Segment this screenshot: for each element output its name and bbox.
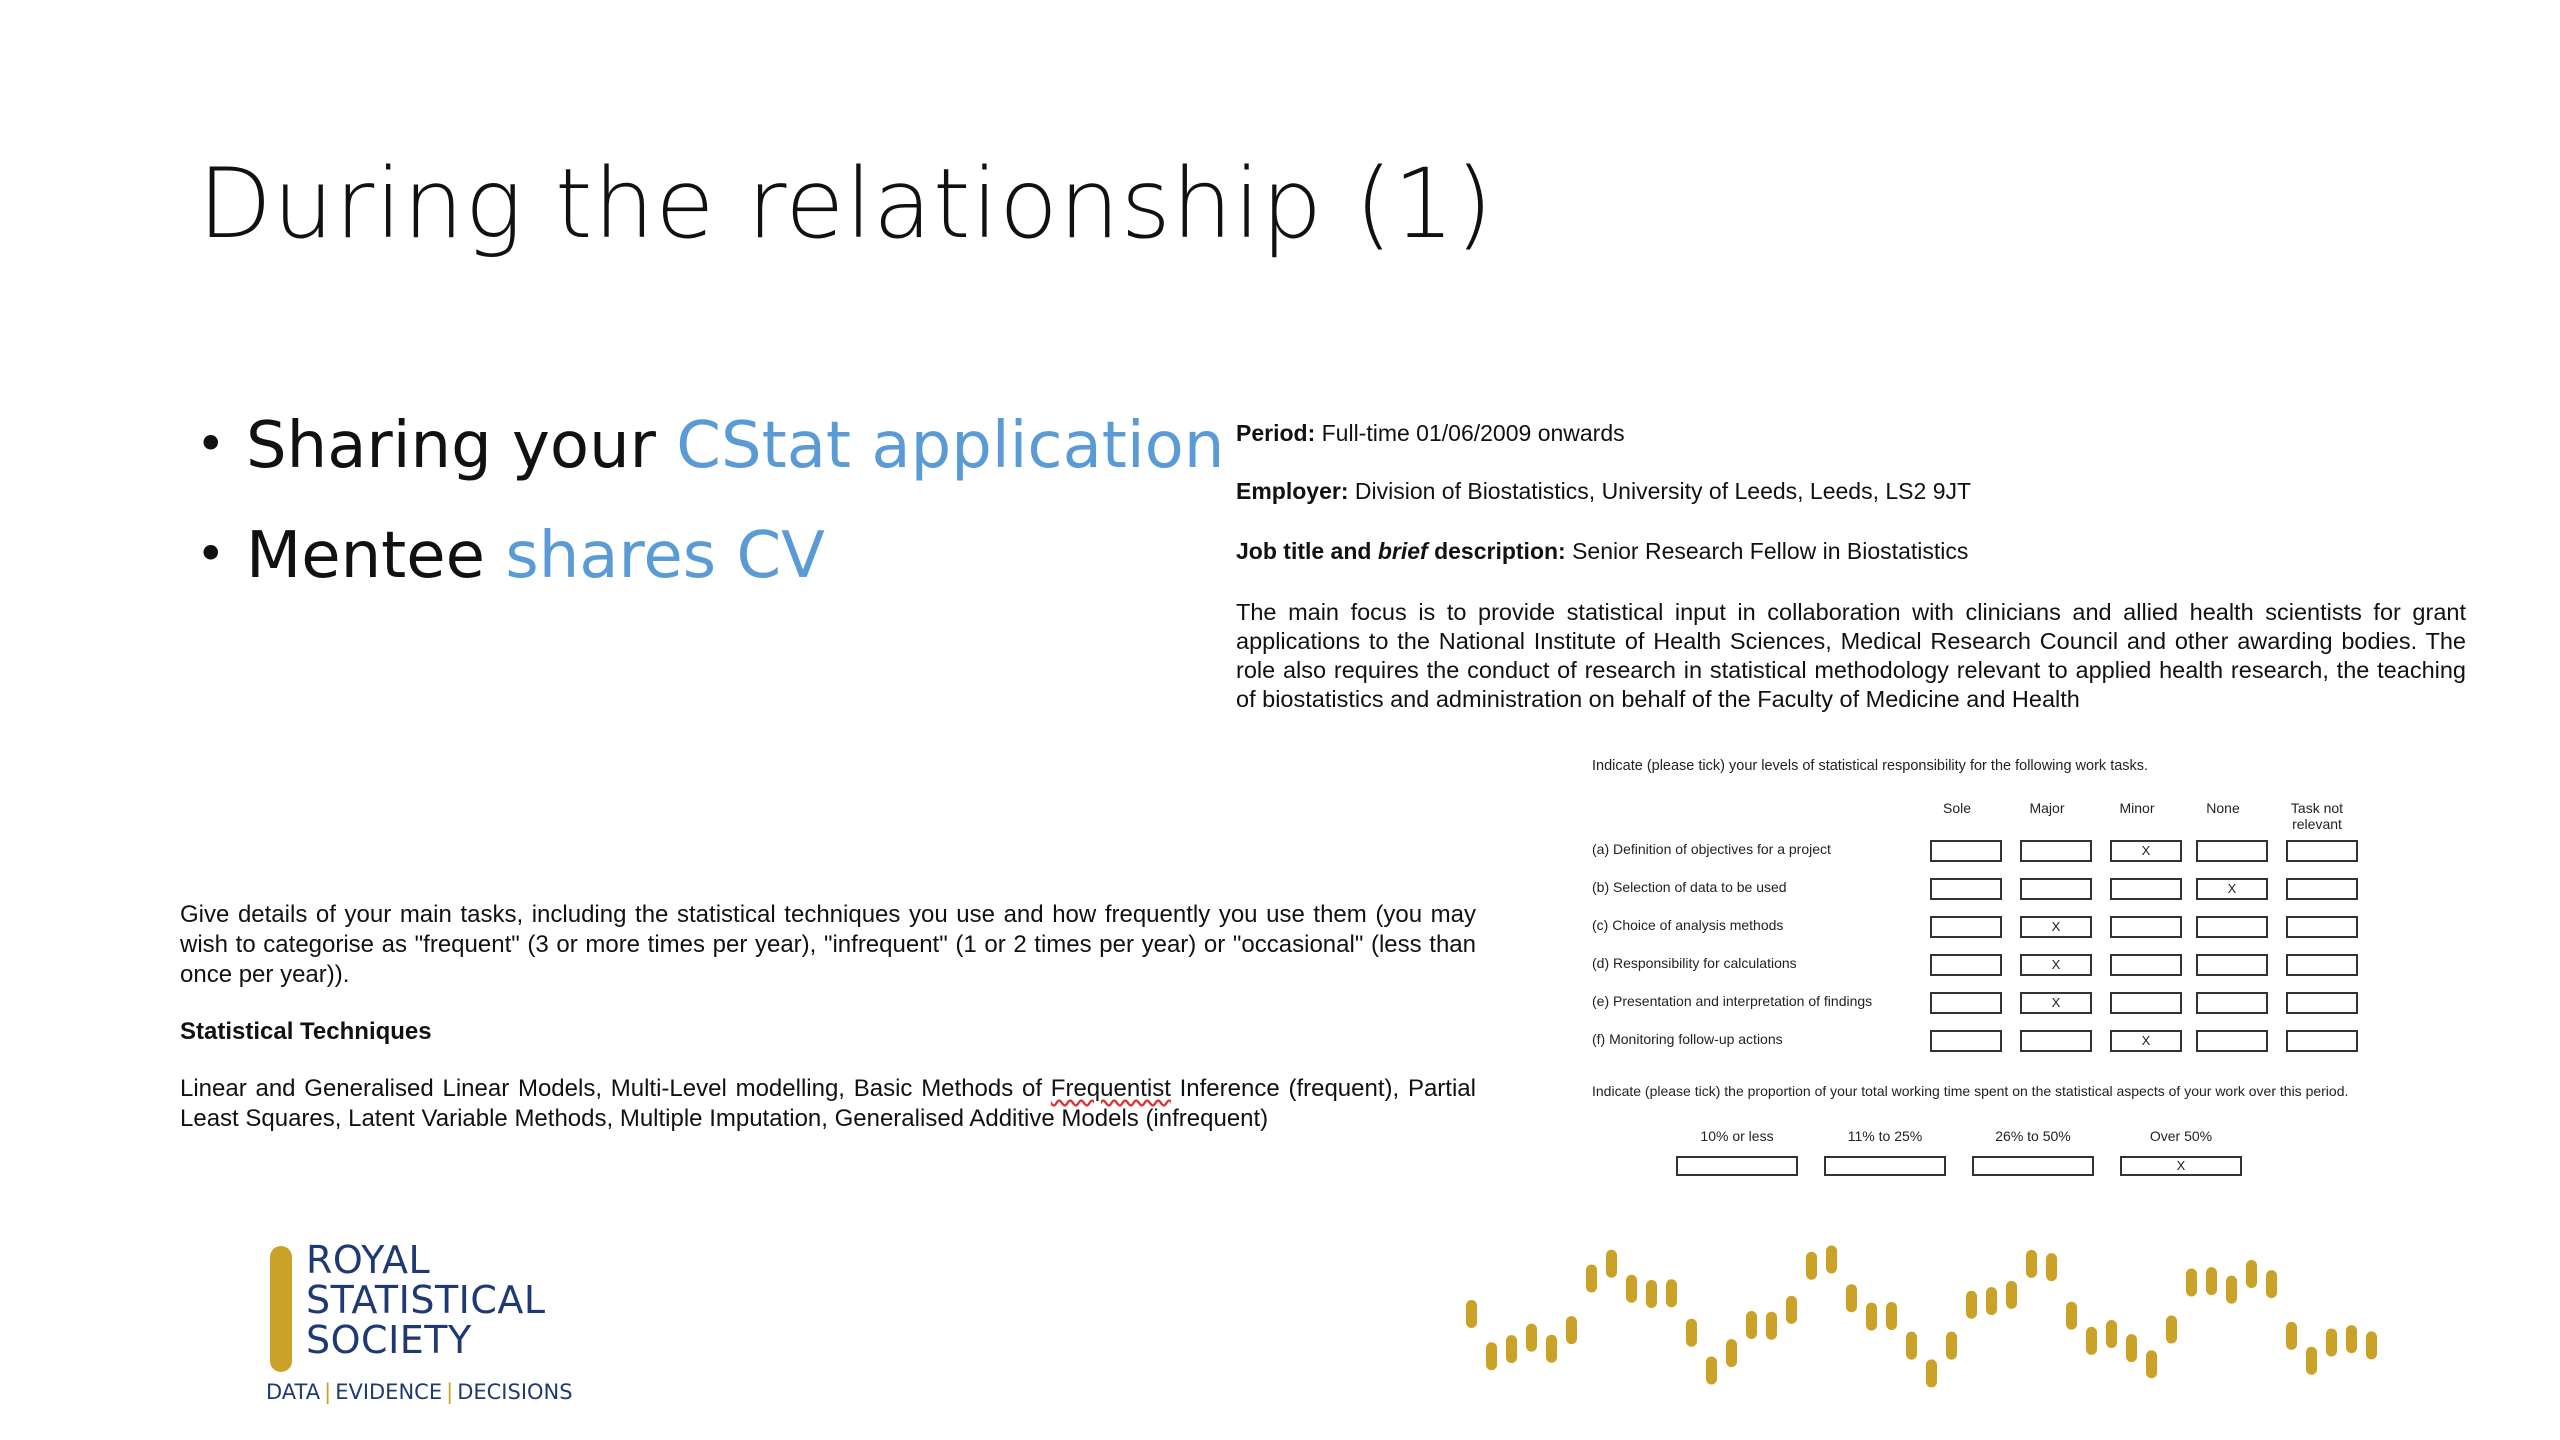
cv-job-label-end: description: — [1427, 538, 1566, 564]
proportion-label: 10% or less — [1700, 1128, 1774, 1144]
tick-box: X — [2110, 1030, 2182, 1052]
tasks-heading: Statistical Techniques — [180, 1018, 432, 1045]
logo-tag: EVIDENCE — [335, 1380, 443, 1404]
tick-box — [1930, 1030, 2002, 1052]
pattern-dot — [1726, 1339, 1737, 1367]
pattern-dot — [2366, 1331, 2377, 1359]
cv-job — [1236, 538, 1968, 565]
form-row-label: (f) Monitoring follow-up actions — [1592, 1031, 1783, 1047]
tick-box — [2286, 916, 2358, 938]
column-header: Task not relevant — [2290, 800, 2344, 832]
bullet-item — [196, 390, 1224, 500]
tick-box — [2196, 992, 2268, 1014]
tasks-intro: Give details of your main tasks, including the statistical techniques you use and how frequently you use them (you may wish to categorise as "frequent" (3 or more times per year), "infrequent" (1 or 2 times per year) or "occasional" (less than once per year)). — [180, 901, 1476, 988]
tick-box — [1930, 954, 2002, 976]
proportion-box — [1972, 1156, 2094, 1176]
pattern-dot — [2026, 1250, 2037, 1278]
cv-job-label: Job title and — [1236, 538, 1378, 564]
proportion-label: Over 50% — [2149, 1128, 2213, 1144]
tick-box: X — [2020, 916, 2092, 938]
cv-employer-value: Division of Biostatistics, University of Leeds, Leeds, LS2 9JT — [1354, 478, 1972, 504]
tick-box: X — [2110, 840, 2182, 862]
proportion-box — [1824, 1156, 1946, 1176]
pattern-dot — [1486, 1342, 1497, 1370]
pattern-dot — [1826, 1245, 1837, 1273]
logo-tag-separator: | — [446, 1380, 454, 1404]
bullet-text: Sharing your — [246, 409, 677, 483]
pattern-dot — [2066, 1302, 2077, 1330]
pattern-dot — [1546, 1335, 1557, 1363]
pattern-dot — [2226, 1276, 2237, 1304]
column-header: Sole — [1942, 800, 1972, 816]
tick-box: X — [2020, 954, 2092, 976]
form-row-label: (a) Definition of objectives for a project — [1592, 841, 1831, 857]
tick-box — [2020, 840, 2092, 862]
tick-box — [2110, 878, 2182, 900]
tick-box — [2286, 954, 2358, 976]
cv-description: The main focus is to provide statistical input in collaboration with clinicians and allied health scientists for grant applications to the National Institute of Health Sciences, Medical Research Council and other awarding bodies. The role also requires the conduct of research in statistical methodology relevant to applied health research, the teaching of biostatistics and administration on behalf of the Faculty of Medicine and Health — [1236, 599, 2466, 712]
bullet-list — [196, 390, 1224, 610]
tick-box — [1930, 878, 2002, 900]
pattern-dot — [1686, 1319, 1697, 1347]
pattern-dot — [2206, 1267, 2217, 1295]
logo-tag-separator: | — [324, 1380, 332, 1404]
form-row-label: (d) Responsibility for calculations — [1592, 955, 1797, 971]
pattern-dot — [1626, 1275, 1637, 1303]
logo-word: ROYAL — [306, 1238, 431, 1282]
pattern-dot — [2106, 1320, 2117, 1348]
tick-box — [2110, 992, 2182, 1014]
pattern-dot — [2286, 1322, 2297, 1350]
cv-employer-label: Employer: — [1236, 478, 1349, 504]
pattern-dot — [1706, 1356, 1717, 1384]
tick-box — [2286, 1030, 2358, 1052]
form-row-label: (c) Choice of analysis methods — [1592, 917, 1784, 933]
form-instruction-2: Indicate (please tick) the proportion of your total working time spent on the statistical aspects of your work over this period. — [1592, 1083, 2349, 1099]
pattern-dot — [1646, 1280, 1657, 1308]
column-header: Major — [2029, 800, 2065, 816]
tick-box — [1930, 916, 2002, 938]
pattern-dot — [1586, 1264, 1597, 1292]
pattern-dot — [1846, 1284, 1857, 1312]
pattern-dot — [2326, 1329, 2337, 1357]
form-row-label: (b) Selection of data to be used — [1592, 879, 1787, 895]
tick-box — [2286, 992, 2358, 1014]
tick-box — [2110, 916, 2182, 938]
cv-job-label-italic: brief — [1377, 538, 1428, 564]
logo-tagline — [266, 1380, 573, 1404]
tick-box: X — [2196, 878, 2268, 900]
cv-employer — [1236, 478, 1971, 505]
tick-box — [2196, 840, 2268, 862]
tick-box — [2110, 954, 2182, 976]
tick-box — [2196, 1030, 2268, 1052]
pattern-dot — [1966, 1291, 1977, 1319]
pattern-dot — [1786, 1296, 1797, 1324]
logo-tag: DECISIONS — [457, 1380, 573, 1404]
pattern-dot — [2186, 1268, 2197, 1296]
pattern-dot — [1946, 1332, 1957, 1360]
tasks-excerpt — [180, 900, 1476, 1168]
pattern-dot — [2006, 1281, 2017, 1309]
logo-tag: DATA — [266, 1380, 321, 1404]
cv-job-value: Senior Research Fellow in Biostatistics — [1572, 538, 1969, 564]
pattern-dot — [2246, 1260, 2257, 1288]
pattern-dot — [1926, 1359, 1937, 1387]
cv-period-value: Full-time 01/06/2009 onwards — [1321, 420, 1625, 446]
pattern-dot — [1506, 1335, 1517, 1363]
slide-title: During the relationship (1) — [198, 148, 1494, 260]
pattern-dot — [2166, 1315, 2177, 1343]
pattern-dot — [1666, 1279, 1677, 1307]
tick-box — [2020, 878, 2092, 900]
cv-period — [1236, 420, 1625, 447]
column-header: Minor — [2119, 800, 2155, 816]
form-instruction: Indicate (please tick) your levels of statistical responsibility for the following work tasks. — [1592, 758, 2149, 774]
logo-word: SOCIETY — [306, 1318, 472, 1362]
pattern-dot — [1466, 1300, 1477, 1328]
logo-bar — [270, 1246, 292, 1372]
decorative-dot-pattern — [1460, 1240, 2400, 1420]
pattern-dot — [2086, 1327, 2097, 1355]
spelling-flagged-word: Frequentist — [1050, 1075, 1171, 1102]
cv-period-label: Period: — [1236, 420, 1316, 446]
tick-box — [2286, 878, 2358, 900]
pattern-dot — [2126, 1334, 2137, 1362]
tick-box — [2286, 840, 2358, 862]
proportion-label: 11% to 25% — [1847, 1128, 1923, 1144]
pattern-dot — [1566, 1316, 1577, 1344]
proportion-box — [1676, 1156, 1798, 1176]
pattern-dot — [1986, 1287, 1997, 1315]
pattern-dot — [2346, 1325, 2357, 1353]
techniques-text-end: Inference (frequent), Partial Least Squares, Latent Variable Methods, Multiple Imputation, Generalised Additive Models (infrequent) — [180, 1075, 1476, 1132]
tick-box — [1930, 840, 2002, 862]
form-row-label: (e) Presentation and interpretation of findings — [1592, 993, 1873, 1009]
bullet-text: Mentee — [246, 519, 506, 593]
pattern-dot — [2046, 1253, 2057, 1281]
pattern-dot — [2146, 1350, 2157, 1378]
pattern-dot — [1886, 1302, 1897, 1330]
proportion-box: X — [2120, 1156, 2242, 1176]
pattern-dot — [1866, 1303, 1877, 1331]
logo-word: STATISTICAL — [306, 1278, 546, 1322]
tick-box — [1930, 992, 2002, 1014]
techniques-text: Linear and Generalised Linear Models, Multi-Level modelling, Basic Methods of — [180, 1075, 1051, 1102]
pattern-dot — [1526, 1324, 1537, 1352]
pattern-dot — [1806, 1252, 1817, 1280]
proportion-label: 26% to 50% — [1995, 1128, 2071, 1144]
tick-box — [2196, 954, 2268, 976]
pattern-dot — [1606, 1250, 1617, 1278]
bullet-highlight: CStat application — [676, 409, 1225, 483]
responsibility-form — [1592, 758, 2392, 1173]
tick-box: X — [2020, 992, 2092, 1014]
pattern-dot — [1746, 1311, 1757, 1339]
pattern-dot — [1906, 1332, 1917, 1360]
tick-box — [2020, 1030, 2092, 1052]
tasks-techniques — [180, 1074, 1476, 1134]
tick-box — [2196, 916, 2268, 938]
bullet-item — [196, 500, 1224, 610]
column-header: None — [2206, 800, 2240, 816]
bullet-highlight: shares CV — [505, 519, 825, 593]
pattern-dot — [1766, 1312, 1777, 1340]
pattern-dot — [2306, 1347, 2317, 1375]
pattern-dot — [2266, 1270, 2277, 1298]
